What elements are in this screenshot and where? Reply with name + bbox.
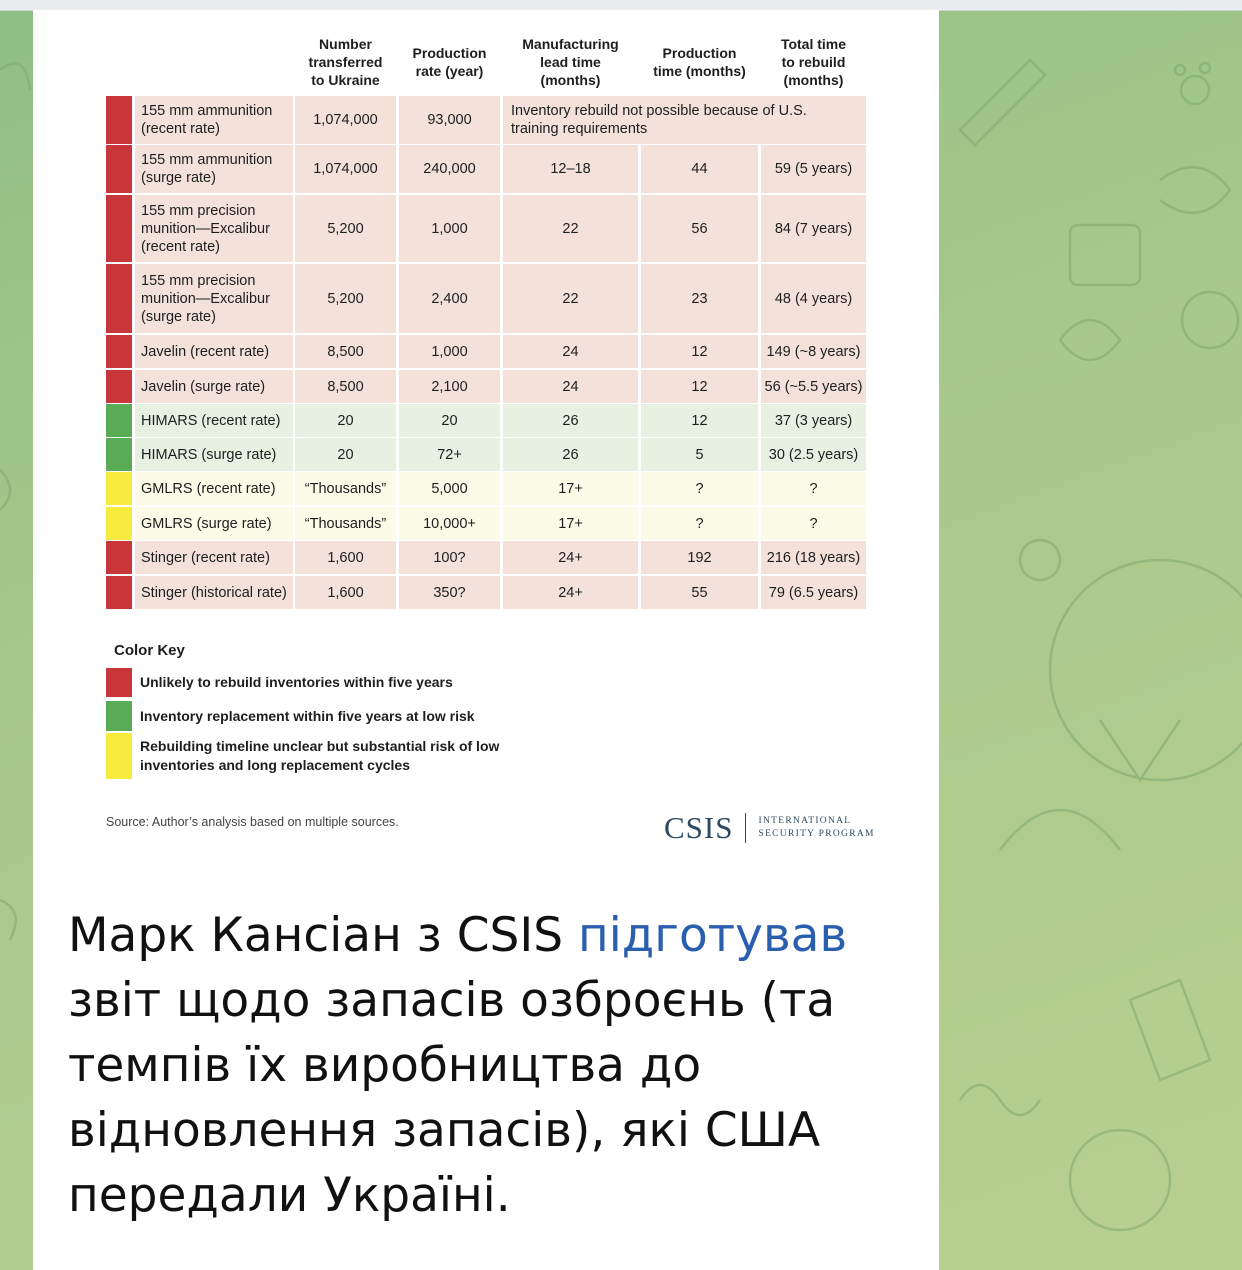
color-key-item-yellow <box>106 733 499 779</box>
row-weapon-name: HIMARS (recent rate) <box>135 404 293 437</box>
row-lead-time: 24+ <box>503 541 638 574</box>
table-row <box>106 145 866 193</box>
logo-divider <box>745 813 746 843</box>
table-row <box>106 576 866 609</box>
row-total-time: 216 (18 years) <box>761 541 866 574</box>
report-image[interactable] <box>33 10 939 880</box>
color-key-label: Unlikely to rebuild inventories within five years <box>140 674 453 690</box>
row-production-time: 192 <box>641 541 758 574</box>
row-note: Inventory rebuild not possible because of U.S. training requirements <box>503 96 866 144</box>
table-row <box>106 507 866 540</box>
row-production-rate: 100? <box>399 541 500 574</box>
row-total-time: 59 (5 years) <box>761 145 866 193</box>
row-weapon-name: 155 mm ammunition (recent rate) <box>135 96 293 144</box>
source-note: Source: Author’s analysis based on multiple sources. <box>106 815 399 829</box>
csis-program-name: INTERNATIONAL SECURITY PROGRAM <box>758 816 875 839</box>
table-row <box>106 472 866 505</box>
red-status-swatch <box>106 541 132 574</box>
green-swatch <box>106 701 132 731</box>
row-weapon-name: HIMARS (surge rate) <box>135 438 293 471</box>
row-transferred: 20 <box>295 404 396 437</box>
row-production-rate: 350? <box>399 576 500 609</box>
row-lead-time: 22 <box>503 264 638 333</box>
red-status-swatch <box>106 145 132 193</box>
row-production-rate: 10,000+ <box>399 507 500 540</box>
row-production-time: 44 <box>641 145 758 193</box>
row-lead-time: 12–18 <box>503 145 638 193</box>
row-production-time: 12 <box>641 335 758 368</box>
row-weapon-name: GMLRS (surge rate) <box>135 507 293 540</box>
header-transferred: Number transferred to Ukraine <box>308 36 383 88</box>
row-production-rate: 1,000 <box>399 195 500 262</box>
yellow-swatch <box>106 733 132 779</box>
row-transferred: 20 <box>295 438 396 471</box>
row-lead-time: 26 <box>503 438 638 471</box>
row-transferred: 5,200 <box>295 264 396 333</box>
csis-logo <box>664 810 875 846</box>
row-production-rate: 93,000 <box>399 96 500 144</box>
green-status-swatch <box>106 438 132 471</box>
table-row <box>106 541 866 574</box>
color-key-item-green <box>106 701 475 731</box>
header-total-time: Total time to rebuild (months) <box>780 36 847 88</box>
red-swatch <box>106 668 132 697</box>
row-total-time: 84 (7 years) <box>761 195 866 262</box>
row-lead-time: 17+ <box>503 507 638 540</box>
row-lead-time: 24+ <box>503 576 638 609</box>
row-lead-time: 22 <box>503 195 638 262</box>
row-transferred: 1,074,000 <box>295 96 396 144</box>
row-production-time: ? <box>641 507 758 540</box>
table-row <box>106 96 866 144</box>
row-transferred: 8,500 <box>295 335 396 368</box>
row-total-time: ? <box>761 507 866 540</box>
row-weapon-name: Stinger (historical rate) <box>135 576 293 609</box>
red-status-swatch <box>106 335 132 368</box>
table-row <box>106 370 866 403</box>
row-total-time: 37 (3 years) <box>761 404 866 437</box>
row-transferred: “Thousands” <box>295 472 396 505</box>
table-row <box>106 404 866 437</box>
row-weapon-name: 155 mm precision munition—Excalibur (recent rate) <box>135 195 293 262</box>
table-row <box>106 438 866 471</box>
row-production-time: 5 <box>641 438 758 471</box>
row-production-rate: 5,000 <box>399 472 500 505</box>
row-lead-time: 17+ <box>503 472 638 505</box>
row-transferred: 1,600 <box>295 576 396 609</box>
message-text-start: Марк Кансіан з CSIS <box>68 908 579 963</box>
red-status-swatch <box>106 370 132 403</box>
row-production-rate: 240,000 <box>399 145 500 193</box>
color-key-item-red <box>106 668 453 697</box>
row-production-rate: 2,100 <box>399 370 500 403</box>
row-total-time: 56 (~5.5 years) <box>761 370 866 403</box>
row-transferred: 8,500 <box>295 370 396 403</box>
row-transferred: 5,200 <box>295 195 396 262</box>
color-key-label: Rebuilding timeline unclear but substantial risk of low inventories and long replacement cycles <box>140 738 500 773</box>
row-weapon-name: Javelin (surge rate) <box>135 370 293 403</box>
row-production-rate: 72+ <box>399 438 500 471</box>
row-production-rate: 2,400 <box>399 264 500 333</box>
red-status-swatch <box>106 264 132 333</box>
row-total-time: 149 (~8 years) <box>761 335 866 368</box>
row-weapon-name: 155 mm precision munition—Excalibur (surge rate) <box>135 264 293 333</box>
csis-wordmark: CSIS <box>664 810 734 845</box>
row-total-time: 79 (6.5 years) <box>761 576 866 609</box>
red-status-swatch <box>106 576 132 609</box>
chat-message-bubble <box>33 10 939 1270</box>
row-total-time: 30 (2.5 years) <box>761 438 866 471</box>
row-production-time: ? <box>641 472 758 505</box>
header-production-time: Production time (months) <box>653 45 746 79</box>
row-production-time: 55 <box>641 576 758 609</box>
row-weapon-name: Javelin (recent rate) <box>135 335 293 368</box>
row-production-rate: 1,000 <box>399 335 500 368</box>
red-status-swatch <box>106 195 132 262</box>
row-transferred: 1,074,000 <box>295 145 396 193</box>
row-lead-time: 26 <box>503 404 638 437</box>
color-key-label: Inventory replacement within five years at low risk <box>140 707 475 724</box>
message-text <box>68 903 898 1228</box>
row-weapon-name: Stinger (recent rate) <box>135 541 293 574</box>
yellow-status-swatch <box>106 507 132 540</box>
row-production-time: 12 <box>641 404 758 437</box>
table-row <box>106 264 866 333</box>
green-status-swatch <box>106 404 132 437</box>
row-production-time: 12 <box>641 370 758 403</box>
color-key-title: Color Key <box>114 642 185 659</box>
report-link[interactable]: підготував <box>578 908 848 963</box>
header-production-rate: Production rate (year) <box>412 45 487 79</box>
row-total-time: 48 (4 years) <box>761 264 866 333</box>
row-total-time: ? <box>761 472 866 505</box>
row-weapon-name: 155 mm ammunition (surge rate) <box>135 145 293 193</box>
row-transferred: “Thousands” <box>295 507 396 540</box>
row-weapon-name: GMLRS (recent rate) <box>135 472 293 505</box>
row-production-time: 23 <box>641 264 758 333</box>
red-status-swatch <box>106 96 132 144</box>
row-production-time: 56 <box>641 195 758 262</box>
row-production-rate: 20 <box>399 404 500 437</box>
row-transferred: 1,600 <box>295 541 396 574</box>
row-lead-time: 24 <box>503 335 638 368</box>
yellow-status-swatch <box>106 472 132 505</box>
row-lead-time: 24 <box>503 370 638 403</box>
table-row <box>106 195 866 262</box>
table-row <box>106 335 866 368</box>
message-text-end: звіт щодо запасів озброєнь (та темпів їх виробництва до відновлення запасів), які США передали Україні. <box>68 973 836 1223</box>
header-lead-time: Manufacturing lead time (months) <box>522 36 619 88</box>
